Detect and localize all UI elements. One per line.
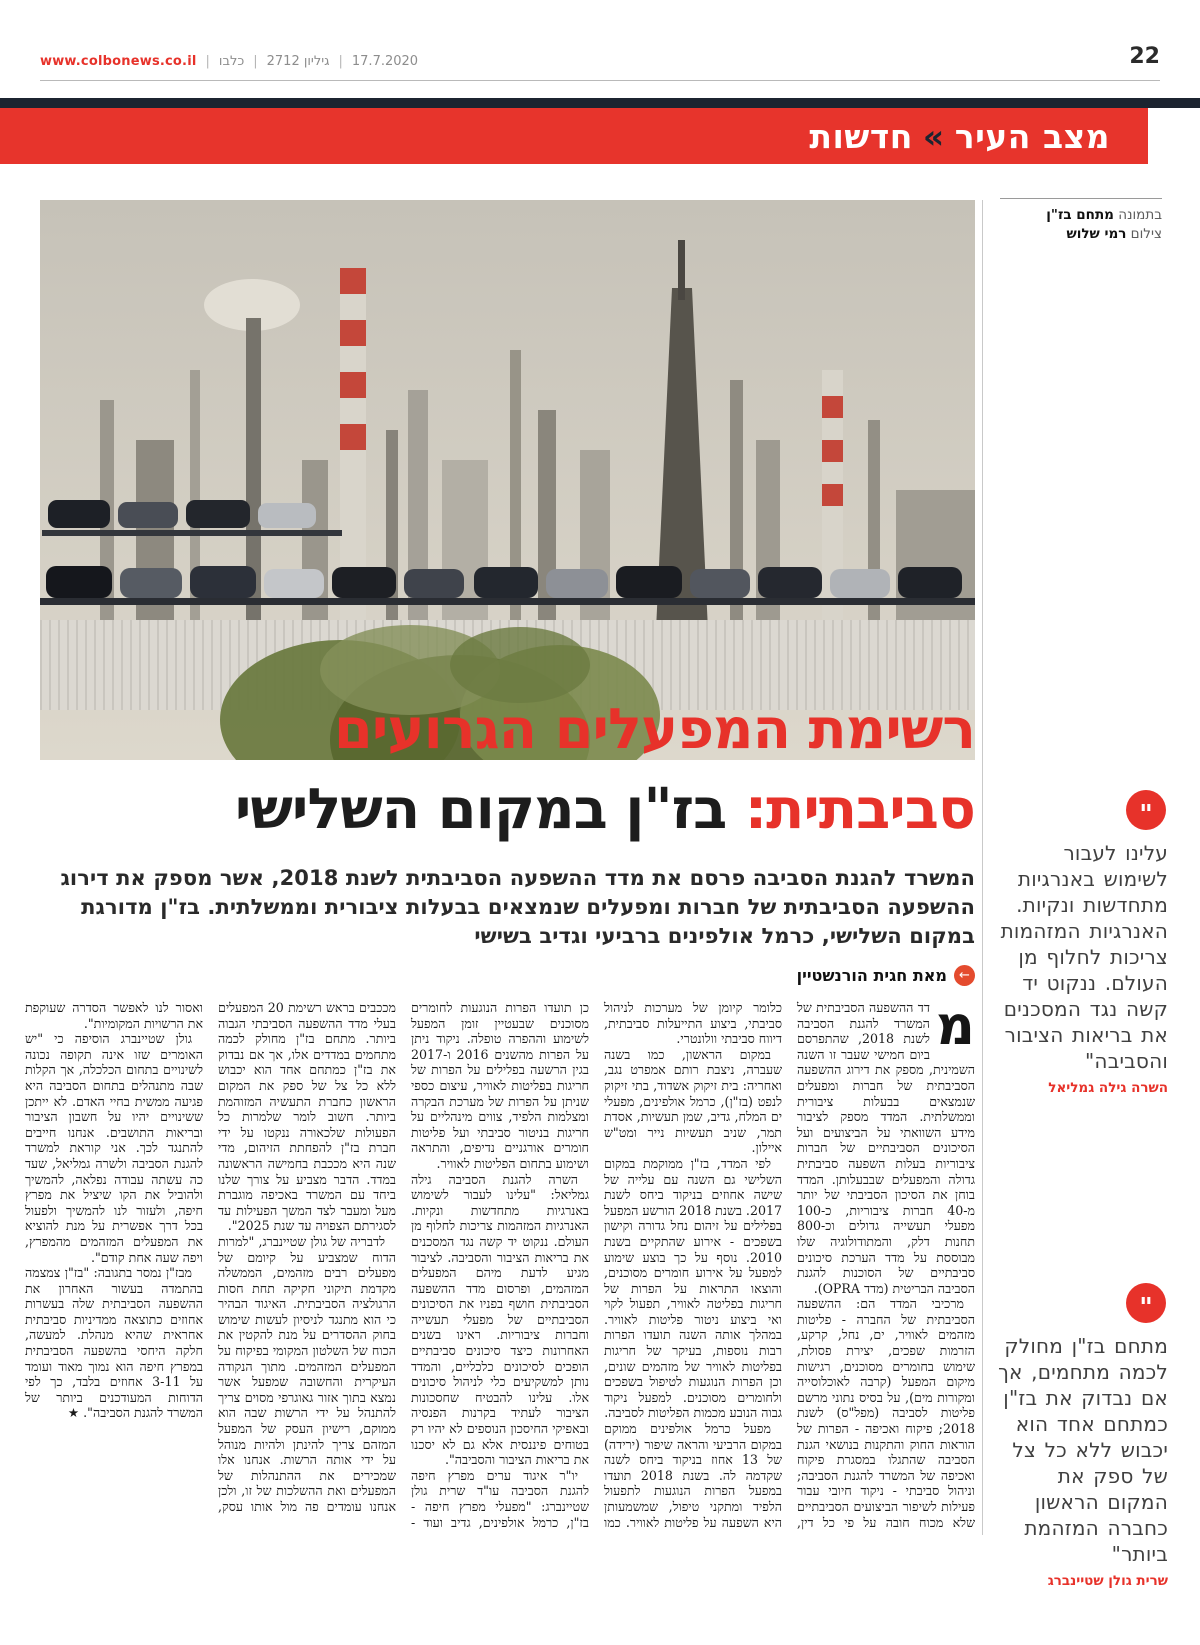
headline-line2-red: סביבתית: bbox=[744, 777, 975, 842]
main-headline bbox=[25, 690, 975, 850]
caption-prefix: בתמונה bbox=[1118, 207, 1162, 223]
article-paragraph: לדבריה של גולן שטיינברג, "למרות הדוח שמצביע על קיומם של מפעלים רבים מזהמים, הממשלה מקדמת תיקוני חקיקה תחת חסות הרגולציה הסביבתית. האיגוד הבהיר כי הוא מתנגד לניסיון לעשות שימוש בחוק ההסדרים על מנת להקטין את הכוח של השלטון המקומי בפיקוח על המפעלים המזהמים. מתוך הנקודה העיקרית והחשובה שמפעל אשר נמצא בתוך אזור גאוגרפי מסוים צריך להתנהל על ידי הרשות שבה הוא ממוקם, רישיון העסק של המפעל המזהם צריך להינתן ולהיות מנוהל על ידי אותה הרשות. אנחנו אלו שמכירים את ההתנהלות של המפעלים ואת ההשלכות של זו, ולכן אנחנו עומדים פה מול אותו עסק, ואסור לנו לאפשר הסדרה שעוקפת את הרשויות המקומיות". bbox=[25, 1000, 396, 1514]
photo-caption bbox=[1000, 198, 1162, 244]
page-number: 22 bbox=[1129, 44, 1160, 69]
refinery-photo bbox=[40, 200, 975, 760]
section-name: מצב העיר bbox=[954, 116, 1110, 156]
refinery-photo-illustration bbox=[40, 200, 975, 760]
quote-icon: " bbox=[1126, 790, 1166, 830]
credit-name: רמי שלוש bbox=[1066, 226, 1127, 242]
pull-quote-attribution: השרה גילה גמליאל bbox=[1048, 1080, 1168, 1096]
article-paragraph: מבז"ן נמסר בתגובה: "בז"ן צמצמה בהתמדה בעשור האחרון את ההשפעה הסביבתית שלה בעשרות אחוזים כתוצאה ממדיניות סביבתית אחראית שהיא מנהלת. למעשה, חלקה היחסי בהשפעה הסביבתית במפרץ חיפה הוא נמוך מאוד ועומד על 3-11 אחוזים בלבד, כך לפי הדוחות המעודכנים ביותר של המשרד להגנת הסביבה". ★ bbox=[25, 1265, 203, 1421]
pull-quote-1 bbox=[998, 790, 1168, 1097]
article-paragraph: במקום הראשון, כמו בשנה שעברה, ניצבת רותם אמפרט נגב, ואחריה: בית זיקוק אשדוד, בתי זיקוק לנפט (בז"ן), כרמל אולפינים, מפעלי ים המלח, גדיב, שמן תעשיות, אסדת תמר, שניב תעשיות נייר ומט"ש איילון. bbox=[604, 1046, 782, 1156]
sidebar-divider bbox=[982, 200, 983, 1535]
pull-quote-text: עלינו לעבור לשימוש באנרגיות מתחדשות ונקיות. האנרגיות המזהמות צריכות לחלוף מן העולם. ננקוט יד קשה נגד המסכנים את בריאות הציבור והסביבה" bbox=[1000, 841, 1168, 1073]
section-banner-text bbox=[809, 117, 1110, 156]
issue-date: 17.7.2020 bbox=[351, 53, 419, 69]
credit-prefix: צילום bbox=[1130, 226, 1162, 242]
caption-subject: מתחם בז"ן bbox=[1046, 207, 1114, 223]
publication-name: כלבו bbox=[218, 53, 245, 69]
issue-number: גיליון 2712 bbox=[266, 53, 330, 69]
article-paragraph: מ דד ההשפעה הסביבתית של המשרד להגנת הסביבה לשנת 2018, שהתפרסם ביום חמישי שעבר זו השנה השמינית, מספק את דירוג ההשפעה הסביבתית של חברות ומפעלים שנמצאים בבעלות ציבורית וממשלתית. המדד מספק לציבור מידע השוואתי על הביצועים ועל הסיכונים הסביבתיים של חברות ציבוריות בעלות השפעה סביבתית גדולה והמפעלים שבבעלותן. המדד בוחן את הסיכון הסביבתי של יותר מ-40 חברות ציבוריות, כ-100 מפעלי תעשייה גדולים וכ-800 תחנות דלק, והמתודולוגיה שלו מבוססת על מדד הערכת סיכונים סביבתיים של הסוכנות להגנת הסביבה הבריטית (מדד OPRA). bbox=[797, 994, 975, 1296]
pull-quote-text: מתחם בז"ן מחולק לכמה מתחמים, אך אם נבדוק את בז"ן כמתחם אחד הוא יכבוש ללא כל צל של ספק את המקום הראשון כחברה המזהמת ביותר" bbox=[998, 1334, 1168, 1566]
article-paragraph: יו"ר איגוד ערים מפרץ חיפה להגנת הסביבה עו"ד שרית גולן שטיינברג: "מפעלי מפרץ חיפה - בז"ן, כרמל אולפינים, גדיב ועוד - מככבים בראש רשימת 20 המפעלים בעלי מדד ההשפעה הסביבתי הגבוה ביותר. מתחם בז"ן מחולק לכמה מתחמים במדדים אלו, אך אם נבדוק את בז"ן כמתחם אחד הוא יכבוש ללא כל צל של ספק את המקום הראשון כחברת התעשיה המזוהמת ביותר. חשוב לומר שלמרות כל הפעולות שלכאורה ננקטו על ידי חברת בז"ן להפחתת הזיהום, מדי שנה היא מככבת בחמישה הראשונה במדד. הדבר מצביע על צורך שלנו ביחד עם המשרד באכיפה מוגברת מעל ומעבר לצד המשך הפעילות עד לסגירתם הצפויה עד שנת 2025". bbox=[218, 1000, 589, 1530]
header-rule bbox=[40, 80, 1160, 81]
article-paragraph: מרכיבי המדד הם: ההשפעה הסביבתית של החברה - פליטות מזהמים לאוויר, ים, נחל, קרקע, הזרמות שפכים, יצירת פסולת, שימוש בחומרים מסוכנים, רגישות מיקום המפעל (קרבה לאוכלוסייה ומקורות מים), על בסיס נתוני מרשם פליטות לסביבה (מפל"ס) לשנת 2018; פיקוח ואכיפה - הפרות של הוראות החוק והתקנות בנושאי הגנת הסביבה שהתגלו במסגרת פיקוח ואכיפה של המשרד להגנת הסביבה; וניהול סביבתי - ניקוד חיובי עבור פעילות לשיפור הביצועים הסביבתיים שלא מכוח חובה על פי כל דין, כלומר קיומן של מערכות לניהול סביבתי, ביצוע התייעלות סביבתית, דיווח סביבתי וולונטרי. bbox=[604, 1000, 975, 1530]
headline-line1: רשימת המפעלים הגרועים bbox=[333, 697, 975, 762]
article-head bbox=[25, 690, 975, 986]
subsection-name: חדשות bbox=[809, 116, 913, 156]
headline-line2 bbox=[25, 770, 975, 850]
headline-line2-black: בז"ן במקום השלישי bbox=[234, 777, 745, 842]
separator: | bbox=[253, 53, 258, 69]
article-body bbox=[25, 994, 975, 1540]
navy-bar bbox=[0, 98, 1200, 108]
section-banner bbox=[0, 108, 1148, 164]
pull-quote-2 bbox=[998, 1283, 1168, 1590]
arrow-left-icon: ← bbox=[954, 965, 975, 986]
drop-cap: מ bbox=[935, 994, 975, 1057]
quote-icon: " bbox=[1126, 1283, 1166, 1323]
subheadline: המשרד להגנת הסביבה פרסם את מדד ההשפעה הסביבתית לשנת 2018, אשר מספק את דירוג ההשפעה הסביבתית של חברות ומפעלים שנמצאים בבעלות ציבורית וממשלתית. בז"ן מדורגת במקום השלישי, כרמל אולפינים ברביעי וגדיב בשישי bbox=[60, 866, 975, 948]
chevron-left-icon: « bbox=[922, 116, 945, 156]
website-link[interactable]: www.colbonews.co.il bbox=[40, 53, 197, 69]
byline-text: מאת חגית הורנשטיין bbox=[796, 966, 947, 985]
page-header bbox=[40, 48, 1160, 74]
separator: | bbox=[205, 53, 210, 69]
byline bbox=[25, 965, 975, 986]
article-paragraph: גולן שטיינברג הוסיפה כי "יש האומרים שזו אינה תקופה נכונה לשינויים בתחום הכלכלה, אך הקלות שבה מתנהלים בתחום הסביבה היא פגיעה ממשית בחיי האדם. לא ייתכן ששינויים יהיו על חשבון הציבור ובריאות התושבים. אנחנו חייבים להתנגד לכך. אני קוראת למשרד להגנת הסביבה ולשרה גמליאל, שעד כה עשתה עבודה נפלאה, להמשיך ולהוביל את הקו שיציל את מפרץ חיפה, ולעזור לנו להמשיך ולפעול בכל דרך אפשרית על מנת להוציא את המפעלים המזהמים מהמפרץ, ויפה שעה אחת קודם". bbox=[25, 1031, 203, 1265]
article-paragraph: מפעל כרמל אולפינים ממוקם במקום הרביעי והראה שיפור (ירידה) של 13 אחוז בניקוד ביחס לשנה שקדמה לה. בשנת 2018 תועדו במפעל הפרות הנוגעות לתפעול הלפיד ומתקני טיפול, שמשמעותן היא השפעה על פליטות לאוויר. כמו כן תועדו הפרות הנוגעות לחומרים מסוכנים שבעטיין זומן המפעל לשימוע וההפרה טופלה. ניקוד ניתן על הפרות מהשנים 2016 ו-2017 בגין הרשעה בפלילים על הפרות של חריגות בפליטות לאוויר, עיצום כספי שניתן על הפרות של מערכת הבקרה ומצלמות הלפיד, צווים מינהליים על חריגות בניטור סביבתי ועל פליטות חומרים אורגניים נדיפים, והתראה ושימוע בתחום הפליטות לאוויר. bbox=[411, 1000, 782, 1530]
pull-quote-attribution: שרית גולן שטיינברג bbox=[1047, 1573, 1168, 1589]
article-paragraph: לפי המדד, בז"ן ממוקמת במקום השלישי גם השנה עם עלייה של שישה אחוזים בניקוד ביחס לשנת 2017. בשנת 2018 הורשע המפעל בפלילים על זיהום נחל גדורה וקישון בשפכים - אירוע שהתקיים בשנת 2010. נוסף על כך בוצע שימוע למפעל על אירוע חומרים מסוכנים, והוצאו התראות על הפרות של חריגות בפליטה לאוויר, תפעול לקוי ואי ביצוע ניטור פליטות לאוויר. במהלך אותה השנה תועדו הפרות רבות נוספות, בעיקר של חריגות בפליטות לאוויר של מזהמים שונים, וכן הפרות הנוגעות לטיפול בשפכים ולחומרים מסוכנים. למפעל ניקוד גבוה הנובע מכמות הפליטות לסביבה. bbox=[604, 1155, 782, 1421]
article-paragraph: השרה להגנת הסביבה גילה גמליאל: "עלינו לעבור לשימוש באנרגיות מתחדשות ונקיות. האנרגיות המזהמות צריכות לחלוף מן העולם. ננקוט יד קשה נגד המסכנים את בריאות הציבור והסביבה. לציבור מגיע לדעת מיהם המפעלים המזהמים, ופרסום מדד ההשפעה הסביבתית חושף בפניו את הסיכונים הסביבתיים של מפעלי תעשייה וחברות ציבוריות. ראינו בשנים האחרונות כיצד סיכונים סביבתיים הופכים לסיכונים כלכליים, והמדד נותן למשקיעים כלי לניהול סיכונים אלו. עלינו להבטיח שחסכונות הציבור לעתיד בקרנות הפנסיה ובאפיקי החיסכון הנוספים לא יהיו רק בטוחים פיננסית אלא גם לא יסכנו את בריאות הציבור והסביבה". bbox=[411, 1171, 589, 1468]
separator: | bbox=[338, 53, 343, 69]
